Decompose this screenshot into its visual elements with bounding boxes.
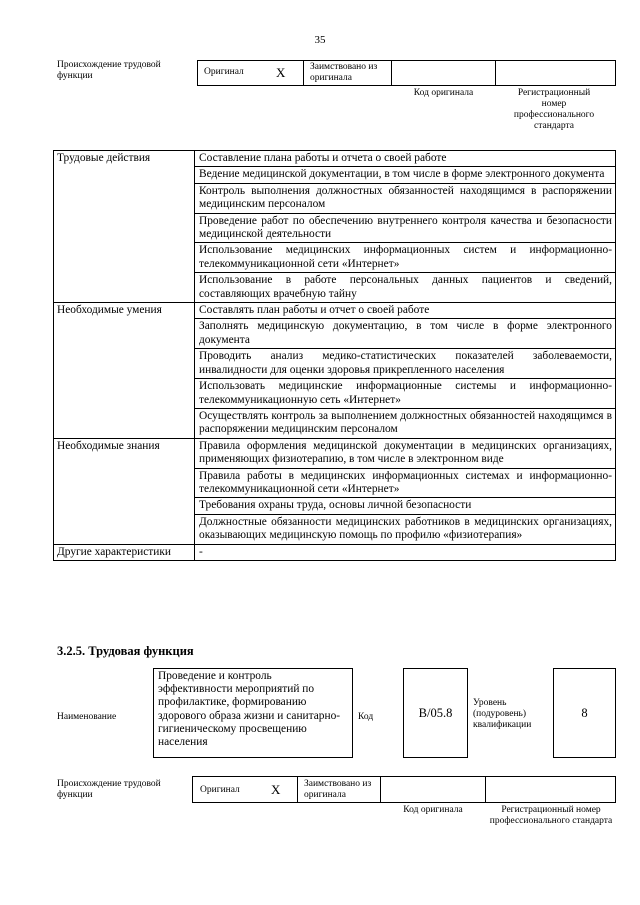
original-label-top: Оригинал: [204, 67, 244, 77]
origin-reg-cell-top: [495, 60, 616, 86]
origin-code-cell-top: [391, 60, 496, 86]
table-item: Осуществлять контроль за выполнением должностных обязанностей находящимся в распоряжении медицинским персоналом: [195, 408, 616, 438]
table-item: Составлять план работы и отчет о своей работе: [195, 303, 616, 319]
table-item: Использование в работе персональных данных пациентов и сведений, составляющих врачебную тайну: [195, 273, 616, 303]
table-item: Составление плана работы и отчета о своей работе: [195, 151, 616, 167]
code-value-box: B/05.8: [403, 668, 468, 758]
borrowed-label-top: Заимствовано из оригинала: [310, 62, 378, 83]
level-label: Уровень (подуровень) квалификации: [473, 698, 532, 730]
table-row: [54, 544, 616, 560]
table-item: Правила работы в медицинских информационных системах и информационно-телекоммуникационной сети «Интернет»: [195, 468, 616, 498]
level-value-box: 8: [553, 668, 616, 758]
table-category: Необходимые умения: [54, 303, 195, 439]
name-label: Наименование: [57, 712, 117, 722]
code-original-label-bottom: Код оригинала: [403, 805, 463, 815]
table-item: -: [195, 544, 616, 560]
table-item: Использование медицинских информационных систем и информационно-телекоммуникационной сети «Интернет»: [195, 243, 616, 273]
reg-number-label-bottom: Регистрационный номер профессионального стандарта: [489, 805, 613, 826]
original-mark-top: X: [276, 65, 286, 80]
section-title: 3.2.5. Трудовая функция: [57, 644, 194, 658]
original-mark-bottom: X: [271, 782, 281, 797]
page-number: 35: [314, 34, 326, 46]
table-item: Проведение работ по обеспечению внутреннего контроля качества и безопасности медицинской деятельности: [195, 213, 616, 243]
reg-number-label-top: Регистрационный номер профессионального стандарта: [513, 88, 595, 131]
name-value-box: Проведение и контроль эффективности мероприятий по профилактике, формированию здорового образа жизни и санитарно-гигиеническому просвещению населения: [153, 668, 353, 758]
table-row: [54, 151, 616, 167]
table-row: [54, 438, 616, 468]
table-category: Другие характеристики: [54, 544, 195, 560]
table-category: Необходимые знания: [54, 438, 195, 544]
labor-function-table: [53, 150, 616, 561]
table-item: Требования охраны труда, основы личной безопасности: [195, 498, 616, 514]
table-item: Должностные обязанности медицинских работников в медицинских организациях, оказывающих медицинскую помощь по профилю «физиотерапия»: [195, 514, 616, 544]
table-row: [54, 303, 616, 319]
table-category: Трудовые действия: [54, 151, 195, 303]
origin-reg-cell-bottom: [485, 776, 616, 803]
table-item: Контроль выполнения должностных обязанностей находящимся в распоряжении медицинским персоналом: [195, 183, 616, 213]
borrowed-label-bottom: Заимствовано из оригинала: [304, 779, 372, 800]
origin-label-top: Происхождение трудовой функции: [57, 60, 161, 81]
table-item: Правила оформления медицинской документации в медицинских организациях, применяющих физиотерапию, в том числе в электронном виде: [195, 438, 616, 468]
origin-original-cell-top: [197, 60, 304, 86]
origin-borrowed-cell-bottom: [297, 776, 381, 803]
origin-code-cell-bottom: [380, 776, 486, 803]
table-item: Проводить анализ медико-статистических показателей заболеваемости, инвалидности для оценки здоровья прикрепленного населения: [195, 349, 616, 379]
original-label-bottom: Оригинал: [200, 785, 240, 795]
origin-original-cell-bottom: [192, 776, 298, 803]
code-label: Код: [358, 712, 374, 722]
code-original-label-top: Код оригинала: [413, 88, 474, 98]
origin-borrowed-cell-top: [303, 60, 392, 86]
table-item: Заполнять медицинскую документацию, в том числе в форме электронного документа: [195, 319, 616, 349]
table-item: Использовать медицинские информационные системы и информационно-телекоммуникационную сеть «Интернет»: [195, 379, 616, 409]
origin-label-bottom: Происхождение трудовой функции: [57, 779, 161, 800]
table-item: Ведение медицинской документации, в том числе в форме электронного документа: [195, 167, 616, 183]
